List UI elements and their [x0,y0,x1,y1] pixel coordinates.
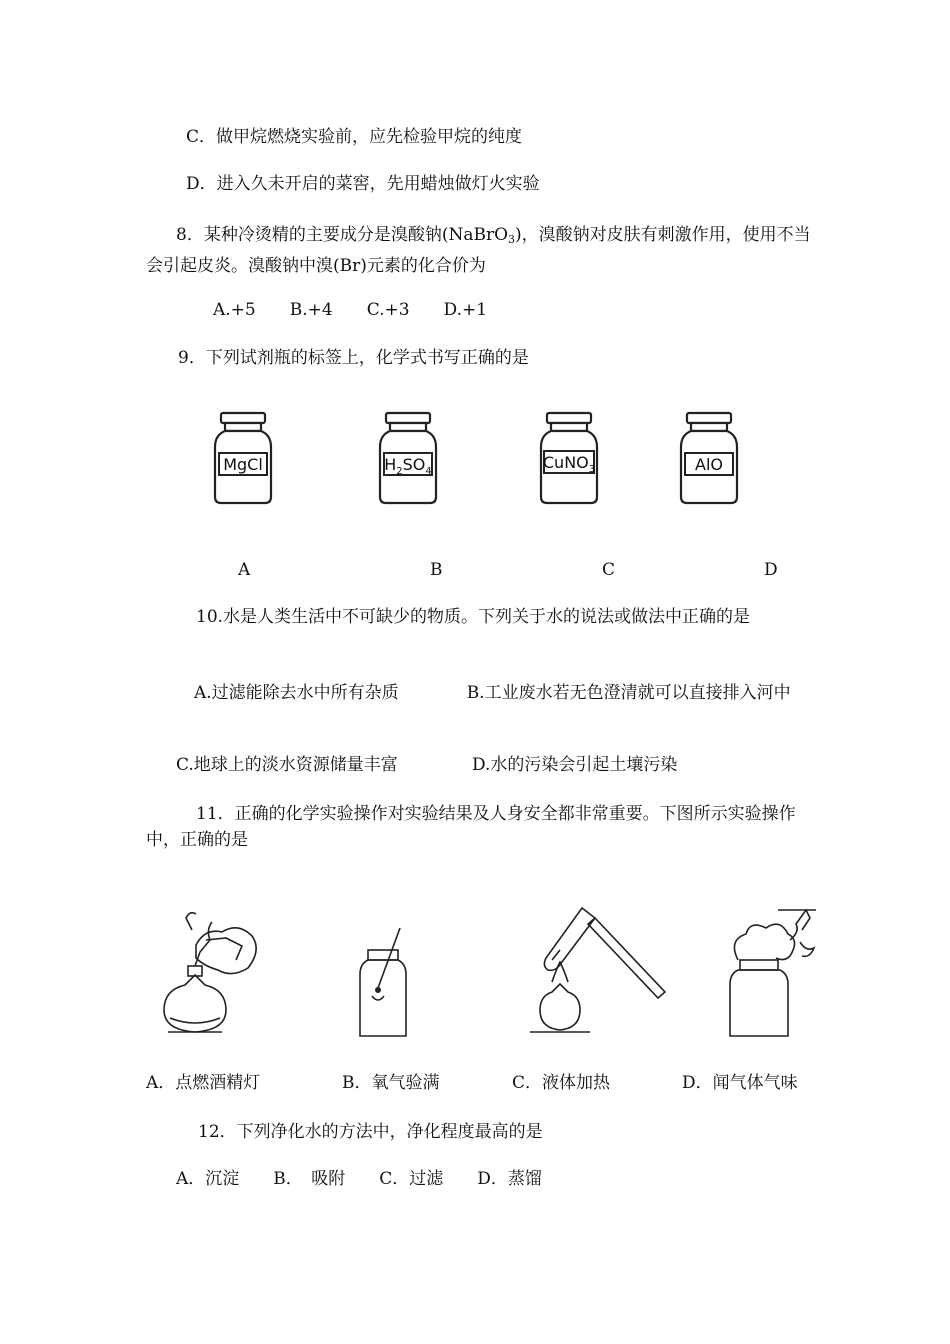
q9-reagent-bottles [0,405,950,555]
q10-options-ab [146,680,816,706]
q7-option-d: D．进入久未开启的菜窖，先用蜡烛做灯火实验 [186,174,540,194]
q12-stem: 12．下列净化水的方法中，净化程度最高的是 [198,1122,543,1142]
q9-letter-b: B [430,560,443,580]
q8-options: A.+5 B.+4 C.+3 D.+1 [213,300,488,320]
q10-stem: 10.水是人类生活中不可缺少的物质。下列关于水的说法或做法中正确的是 [196,607,751,627]
q11-caption-d: D．闻气体气味 [682,1073,798,1093]
q11-experiment-figures [0,900,950,1060]
q10-option-c: C.地球上的淡水资源储量丰富 [176,755,398,775]
q11-caption-c: C．液体加热 [512,1073,611,1093]
q10-option-b: B.工业废水若无色澄清就可以直接排入河中 [466,683,791,703]
bottle-b-formula: $H_2SO_4$ [384,455,432,477]
q11-caption-a: A．点燃酒精灯 [146,1073,261,1093]
q9-letter-c: C [602,560,616,580]
q8-stem [146,222,816,279]
q12-options: A．沉淀 B． 吸附 C．过滤 D．蒸馏 [176,1169,542,1189]
q9-letter-a: A [238,560,251,580]
q10-option-a: A.过滤能除去水中所有杂质 [194,683,399,703]
q8-stem-subscript: 3 [508,233,516,246]
bottle-d-formula: AlO [695,455,723,474]
figure-d-smelling-gas [730,910,816,1036]
q9-stem: 9．下列试剂瓶的标签上，化学式书写正确的是 [178,348,529,368]
bottle-c-formula: CuNO$_3$ [542,453,596,475]
figure-c-liquid-heating [530,908,665,1032]
q10-option-d: D.水的污染会引起土壤污染 [472,755,678,775]
q9-letter-d: D [764,560,778,580]
figure-b-oxygen-test [360,928,406,1036]
q11-caption-b: B．氧气验满 [342,1073,440,1093]
bottle-a-formula: MgCl [223,455,263,474]
q11-stem: 11．正确的化学实验操作对实验结果及人身安全都非常重要。下图所示实验操作中，正确的是 [146,804,796,850]
q8-stem-part2: )，溴酸钠对皮肤有刺激作用，使用不当会引起皮炎。溴酸钠中溴(Br)元素的化合价为 [146,225,811,276]
figure-a-alcohol-lamp [164,913,256,1032]
q7-option-c: C．做甲烷燃烧实验前，应先检验甲烷的纯度 [186,127,523,147]
q8-stem-part1: 8．某种冷烫精的主要成分是溴酸钠(NaBrO [176,225,509,245]
